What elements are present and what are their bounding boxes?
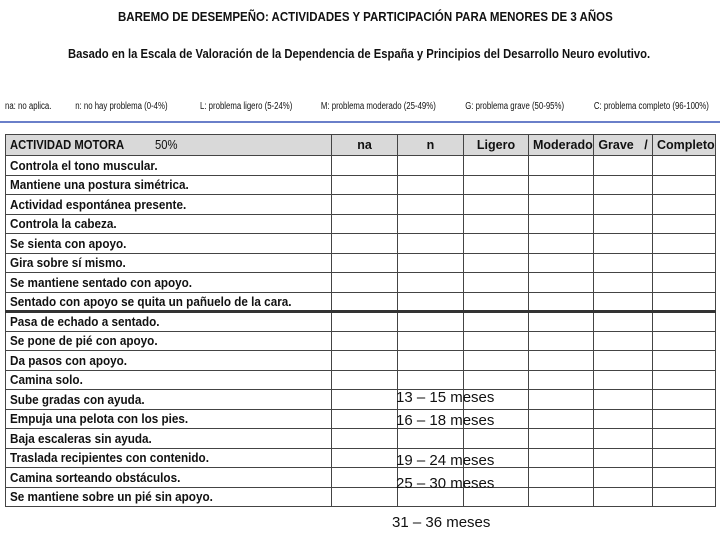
rating-cell-n[interactable] bbox=[398, 156, 464, 176]
rating-cell-n[interactable] bbox=[398, 214, 464, 234]
rating-cell-moderado[interactable] bbox=[529, 156, 594, 176]
rating-cell-moderado[interactable] bbox=[529, 429, 594, 449]
rating-cell-completo[interactable] bbox=[653, 351, 716, 371]
table-row bbox=[6, 312, 716, 332]
rating-cell-moderado[interactable] bbox=[529, 312, 594, 332]
table-row bbox=[6, 487, 716, 507]
rating-cell-moderado[interactable] bbox=[529, 390, 594, 410]
age-label: 13 – 15 meses bbox=[396, 389, 495, 406]
table-row bbox=[6, 351, 716, 371]
rating-cell-n[interactable] bbox=[398, 175, 464, 195]
age-label: 19 – 24 meses bbox=[396, 452, 495, 469]
rating-cell-grave[interactable] bbox=[594, 234, 653, 254]
table-row bbox=[6, 156, 716, 176]
page-subtitle: Basado en la Escala de Valoración de la Dependencia de España y Principios del Desarrollo Neuro evolutivo. bbox=[68, 47, 651, 61]
rating-cell-moderado[interactable] bbox=[529, 409, 594, 429]
rating-cell-grave[interactable] bbox=[594, 370, 653, 390]
rating-cell-na[interactable] bbox=[332, 468, 398, 488]
rating-cell-ligero[interactable] bbox=[464, 156, 529, 176]
rating-cell-na[interactable] bbox=[332, 487, 398, 507]
activity-cell: Se mantiene sobre un pié sin apoyo. bbox=[6, 487, 332, 507]
rating-cell-ligero[interactable] bbox=[464, 253, 529, 273]
rating-cell-na[interactable] bbox=[332, 448, 398, 468]
rating-cell-na[interactable] bbox=[332, 156, 398, 176]
rating-cell-ligero[interactable] bbox=[464, 273, 529, 293]
rating-cell-ligero[interactable] bbox=[464, 312, 529, 332]
header-completo: Completo bbox=[653, 135, 716, 156]
rating-cell-moderado[interactable] bbox=[529, 234, 594, 254]
rating-cell-na[interactable] bbox=[332, 195, 398, 215]
rating-cell-completo[interactable] bbox=[653, 331, 716, 351]
rating-cell-grave[interactable] bbox=[594, 448, 653, 468]
header-moderado: Moderado bbox=[529, 135, 594, 156]
rating-cell-completo[interactable] bbox=[653, 468, 716, 488]
rating-cell-moderado[interactable] bbox=[529, 175, 594, 195]
header-grave: Grave / bbox=[594, 135, 653, 156]
table-row bbox=[6, 214, 716, 234]
rating-cell-moderado[interactable] bbox=[529, 370, 594, 390]
rating-cell-ligero[interactable] bbox=[464, 195, 529, 215]
rating-cell-ligero[interactable] bbox=[464, 175, 529, 195]
legend-item-c: C: problema completo (96-100%) bbox=[593, 101, 709, 112]
legend-item-na: na: no aplica. bbox=[5, 101, 52, 112]
rating-cell-grave[interactable] bbox=[594, 487, 653, 507]
rating-cell-completo[interactable] bbox=[653, 292, 716, 312]
rating-cell-n[interactable] bbox=[398, 370, 464, 390]
rating-cell-completo[interactable] bbox=[653, 273, 716, 293]
rating-cell-grave[interactable] bbox=[594, 409, 653, 429]
rating-cell-grave[interactable] bbox=[594, 429, 653, 449]
activity-cell: Empuja una pelota con los pies. bbox=[6, 409, 332, 429]
rating-cell-completo[interactable] bbox=[653, 390, 716, 410]
table-header-row bbox=[6, 135, 716, 156]
rating-cell-completo[interactable] bbox=[653, 409, 716, 429]
header-na: na bbox=[332, 135, 398, 156]
table-row bbox=[6, 429, 716, 449]
activity-cell: Baja escaleras sin ayuda. bbox=[6, 429, 332, 449]
rating-cell-na[interactable] bbox=[332, 175, 398, 195]
legend-item-n: n: no hay problema (0-4%) bbox=[75, 101, 168, 112]
rating-cell-moderado[interactable] bbox=[529, 292, 594, 312]
rating-cell-grave[interactable] bbox=[594, 214, 653, 234]
table-row bbox=[6, 175, 716, 195]
rating-cell-moderado[interactable] bbox=[529, 448, 594, 468]
table-row bbox=[6, 448, 716, 468]
rating-cell-moderado[interactable] bbox=[529, 487, 594, 507]
rating-cell-completo[interactable] bbox=[653, 156, 716, 176]
rating-cell-grave[interactable] bbox=[594, 273, 653, 293]
activity-cell: Traslada recipientes con contenido. bbox=[6, 448, 332, 468]
table-row bbox=[6, 331, 716, 351]
rating-cell-na[interactable] bbox=[332, 273, 398, 293]
rating-cell-grave[interactable] bbox=[594, 175, 653, 195]
age-label: 31 – 36 meses bbox=[392, 514, 491, 531]
table-row bbox=[6, 234, 716, 254]
rating-cell-n[interactable] bbox=[398, 351, 464, 371]
rating-cell-na[interactable] bbox=[332, 409, 398, 429]
table-row bbox=[6, 253, 716, 273]
rating-cell-grave[interactable] bbox=[594, 351, 653, 371]
rating-cell-grave[interactable] bbox=[594, 390, 653, 410]
rating-cell-completo[interactable] bbox=[653, 448, 716, 468]
rating-cell-moderado[interactable] bbox=[529, 273, 594, 293]
header-percent: 50% bbox=[154, 138, 178, 152]
rating-cell-grave[interactable] bbox=[594, 253, 653, 273]
activity-cell: Controla la cabeza. bbox=[6, 214, 332, 234]
activity-cell: Da pasos con apoyo. bbox=[6, 351, 332, 371]
rating-cell-moderado[interactable] bbox=[529, 253, 594, 273]
table-row bbox=[6, 468, 716, 488]
legend-item-l: L: problema ligero (5-24%) bbox=[200, 101, 293, 112]
age-label: 25 – 30 meses bbox=[396, 475, 495, 492]
rating-cell-completo[interactable] bbox=[653, 234, 716, 254]
rating-cell-na[interactable] bbox=[332, 390, 398, 410]
activity-cell: Camina solo. bbox=[6, 370, 332, 390]
table-row bbox=[6, 195, 716, 215]
rating-cell-completo[interactable] bbox=[653, 195, 716, 215]
activity-cell: Sentado con apoyo se quita un pañuelo de la cara. bbox=[6, 292, 332, 312]
rating-cell-grave[interactable] bbox=[594, 468, 653, 488]
header-n: n bbox=[398, 135, 464, 156]
rating-cell-na[interactable] bbox=[332, 292, 398, 312]
rating-cell-ligero[interactable] bbox=[464, 351, 529, 371]
activity-cell: Se sienta con apoyo. bbox=[6, 234, 332, 254]
table-row bbox=[6, 409, 716, 429]
activity-cell: Actividad espontánea presente. bbox=[6, 195, 332, 215]
rating-cell-completo[interactable] bbox=[653, 487, 716, 507]
rating-cell-n[interactable] bbox=[398, 312, 464, 332]
rating-cell-moderado[interactable] bbox=[529, 351, 594, 371]
rating-cell-grave[interactable] bbox=[594, 156, 653, 176]
rating-cell-ligero[interactable] bbox=[464, 370, 529, 390]
rating-cell-grave[interactable] bbox=[594, 312, 653, 332]
rating-cell-na[interactable] bbox=[332, 214, 398, 234]
rating-cell-completo[interactable] bbox=[653, 175, 716, 195]
rating-cell-na[interactable] bbox=[332, 429, 398, 449]
rating-cell-na[interactable] bbox=[332, 312, 398, 332]
activity-cell: Sube gradas con ayuda. bbox=[6, 390, 332, 410]
rating-cell-moderado[interactable] bbox=[529, 214, 594, 234]
rating-cell-completo[interactable] bbox=[653, 214, 716, 234]
rating-cell-n[interactable] bbox=[398, 273, 464, 293]
rating-cell-ligero[interactable] bbox=[464, 331, 529, 351]
table-row bbox=[6, 273, 716, 293]
page-title: BAREMO DE DESEMPEÑO: ACTIVIDADES Y PARTICIPACIÓN PARA MENORES DE 3 AÑOS bbox=[118, 10, 613, 24]
rating-cell-na[interactable] bbox=[332, 331, 398, 351]
rating-cell-moderado[interactable] bbox=[529, 331, 594, 351]
rating-cell-grave[interactable] bbox=[594, 331, 653, 351]
rating-cell-n[interactable] bbox=[398, 292, 464, 312]
age-label: 16 – 18 meses bbox=[396, 412, 495, 429]
legend-item-m: M: problema moderado (25-49%) bbox=[320, 101, 436, 112]
activity-cell: Mantiene una postura simétrica. bbox=[6, 175, 332, 195]
divider bbox=[0, 121, 720, 123]
table-row bbox=[6, 292, 716, 312]
rating-cell-n[interactable] bbox=[398, 195, 464, 215]
legend-item-g: G: problema grave (50-95%) bbox=[465, 101, 565, 112]
rating-cell-grave[interactable] bbox=[594, 195, 653, 215]
rating-cell-ligero[interactable] bbox=[464, 292, 529, 312]
rating-cell-na[interactable] bbox=[332, 370, 398, 390]
rating-cell-grave[interactable] bbox=[594, 292, 653, 312]
activity-cell: Se pone de pié con apoyo. bbox=[6, 331, 332, 351]
rating-cell-n[interactable] bbox=[398, 253, 464, 273]
rating-cell-completo[interactable] bbox=[653, 312, 716, 332]
activity-cell: Controla el tono muscular. bbox=[6, 156, 332, 176]
rating-cell-completo[interactable] bbox=[653, 370, 716, 390]
rating-cell-n[interactable] bbox=[398, 429, 464, 449]
rating-cell-completo[interactable] bbox=[653, 253, 716, 273]
legend bbox=[5, 101, 709, 117]
rating-cell-n[interactable] bbox=[398, 331, 464, 351]
rating-cell-n[interactable] bbox=[398, 234, 464, 254]
header-slash: / bbox=[644, 138, 648, 152]
assessment-table bbox=[5, 134, 716, 507]
rating-cell-ligero[interactable] bbox=[464, 234, 529, 254]
activity-cell: Camina sorteando obstáculos. bbox=[6, 468, 332, 488]
rating-cell-completo[interactable] bbox=[653, 429, 716, 449]
rating-cell-na[interactable] bbox=[332, 234, 398, 254]
activity-cell: Pasa de echado a sentado. bbox=[6, 312, 332, 332]
activity-cell: Gira sobre sí mismo. bbox=[6, 253, 332, 273]
header-ligero: Ligero bbox=[464, 135, 529, 156]
rating-cell-ligero[interactable] bbox=[464, 429, 529, 449]
rating-cell-na[interactable] bbox=[332, 253, 398, 273]
rating-cell-moderado[interactable] bbox=[529, 468, 594, 488]
rating-cell-ligero[interactable] bbox=[464, 214, 529, 234]
rating-cell-na[interactable] bbox=[332, 351, 398, 371]
rating-cell-moderado[interactable] bbox=[529, 195, 594, 215]
activity-cell: Se mantiene sentado con apoyo. bbox=[6, 273, 332, 293]
table-row bbox=[6, 370, 716, 390]
header-activity: ACTIVIDAD MOTORA 50% bbox=[6, 135, 332, 156]
table-row bbox=[6, 390, 716, 410]
